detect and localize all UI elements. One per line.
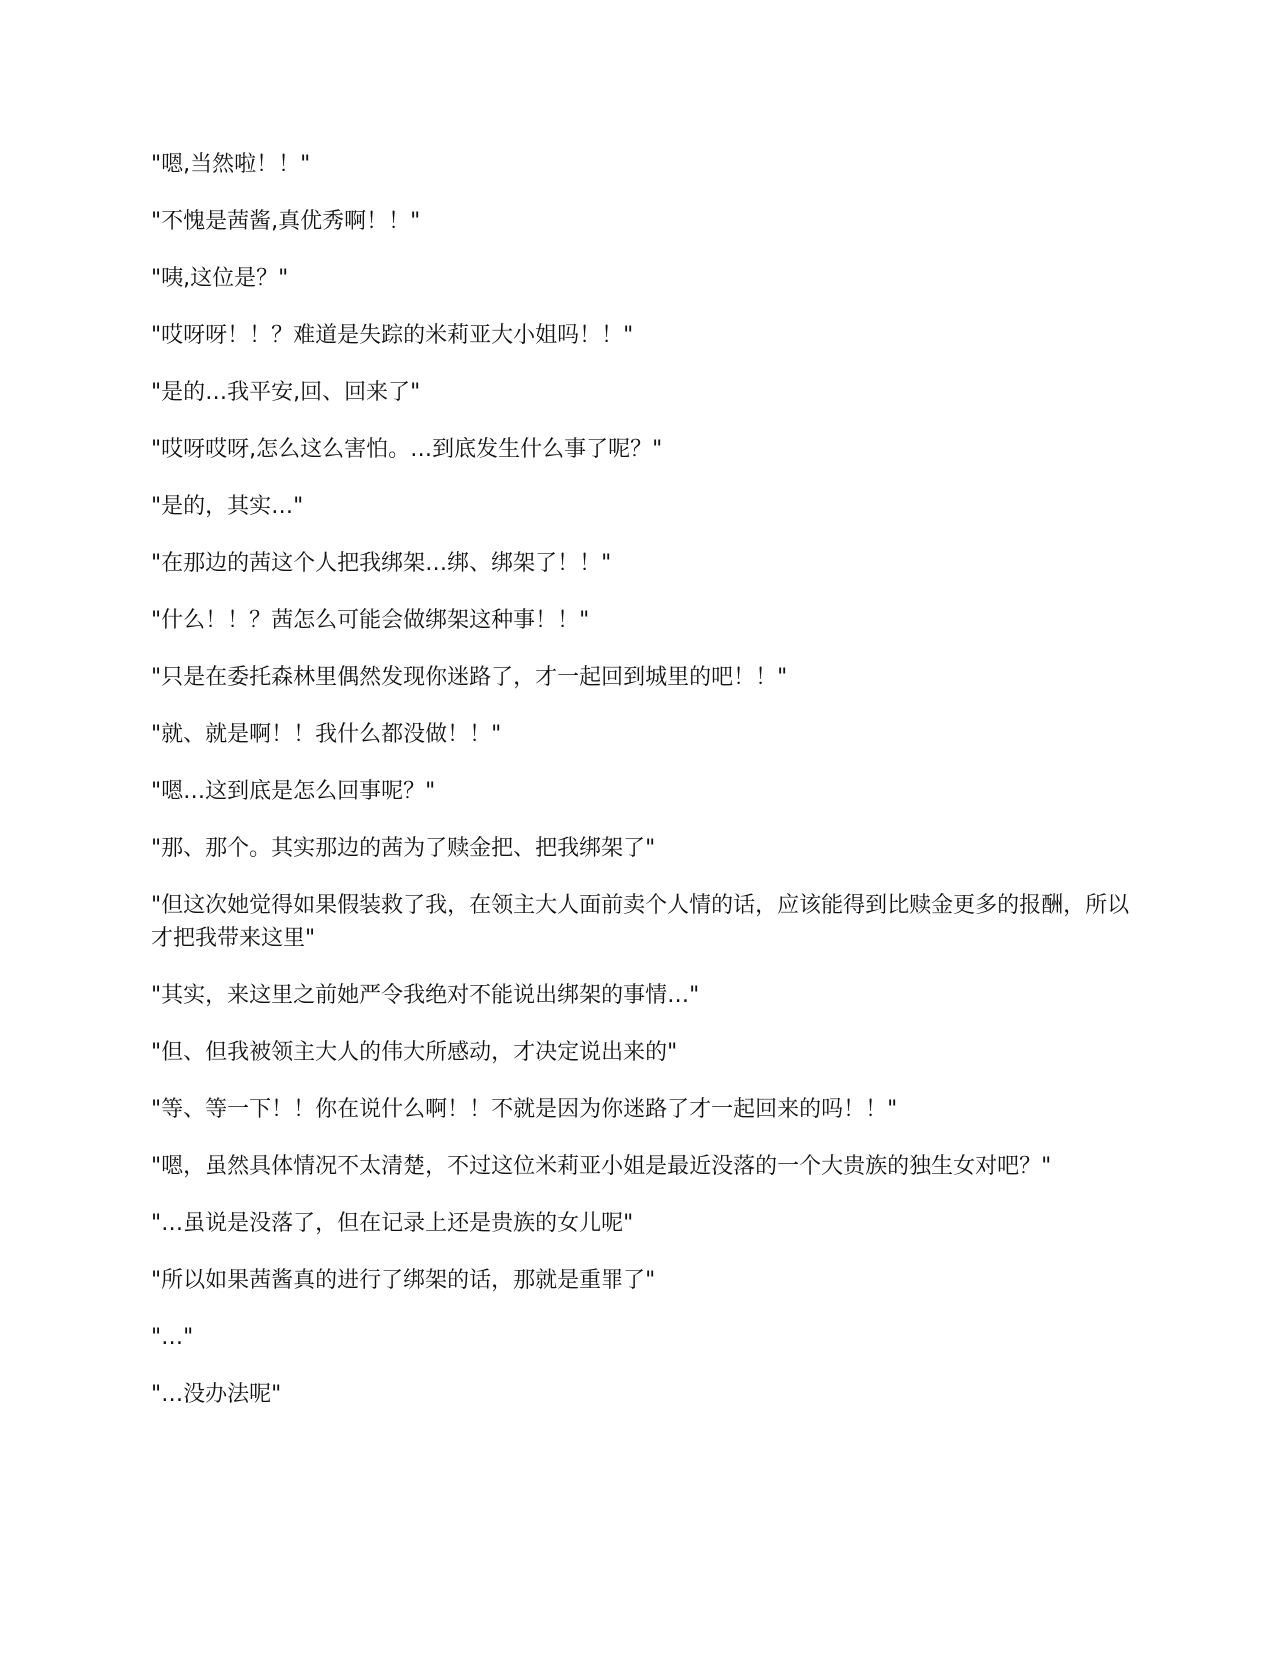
dialogue-paragraph: "等、等一下！！你在说什么啊！！不就是因为你迷路了才一起回来的吗！！" (151, 1097, 898, 1122)
dialogue-paragraph: "哎呀哎呀,怎么这么害怕。…到底发生什么事了呢？" (151, 437, 663, 462)
dialogue-paragraph: "什么！！？茜怎么可能会做绑架这种事！！" (151, 608, 590, 633)
dialogue-paragraph: "…虽说是没落了，但在记录上还是贵族的女儿呢" (151, 1211, 634, 1236)
dialogue-paragraph: "但这次她觉得如果假装救了我，在领主大人面前卖个人情的话，应该能得到比赎金更多的报酬，所以才把我带来这里" (151, 893, 1130, 951)
dialogue-paragraph: "是的，其实…" (151, 494, 304, 519)
document-body (151, 148, 1131, 1435)
dialogue-paragraph: "其实，来这里之前她严令我绝对不能说出绑架的事情…" (151, 983, 700, 1008)
dialogue-paragraph: "所以如果茜酱真的进行了绑架的话，那就是重罪了" (151, 1268, 656, 1293)
dialogue-paragraph: "只是在委托森林里偶然发现你迷路了，才一起回到城里的吧！！" (151, 665, 788, 690)
dialogue-paragraph: "哎呀呀！！？难道是失踪的米莉亚大小姐吗！！" (151, 323, 634, 348)
dialogue-paragraph: "…没办法呢" (151, 1382, 282, 1407)
dialogue-paragraph: "但、但我被领主大人的伟大所感动，才决定说出来的" (151, 1040, 678, 1065)
dialogue-paragraph: "不愧是茜酱,真优秀啊！！" (151, 209, 421, 234)
dialogue-paragraph: "就、就是啊！！我什么都没做！！" (151, 722, 502, 747)
dialogue-paragraph: "…" (151, 1325, 194, 1350)
dialogue-paragraph: "那、那个。其实那边的茜为了赎金把、把我绑架了" (151, 836, 656, 861)
dialogue-paragraph: "在那边的茜这个人把我绑架…绑、绑架了！！" (151, 551, 612, 576)
dialogue-paragraph: "嗯…这到底是怎么回事呢？" (151, 779, 436, 804)
dialogue-paragraph: "嗯,当然啦！！" (151, 152, 311, 177)
dialogue-paragraph: "是的…我平安,回、回来了" (151, 380, 421, 405)
dialogue-paragraph: "咦,这位是？" (151, 266, 289, 291)
dialogue-paragraph: "嗯，虽然具体情况不太清楚，不过这位米莉亚小姐是最近没落的一个大贵族的独生女对吧？" (151, 1154, 1052, 1179)
